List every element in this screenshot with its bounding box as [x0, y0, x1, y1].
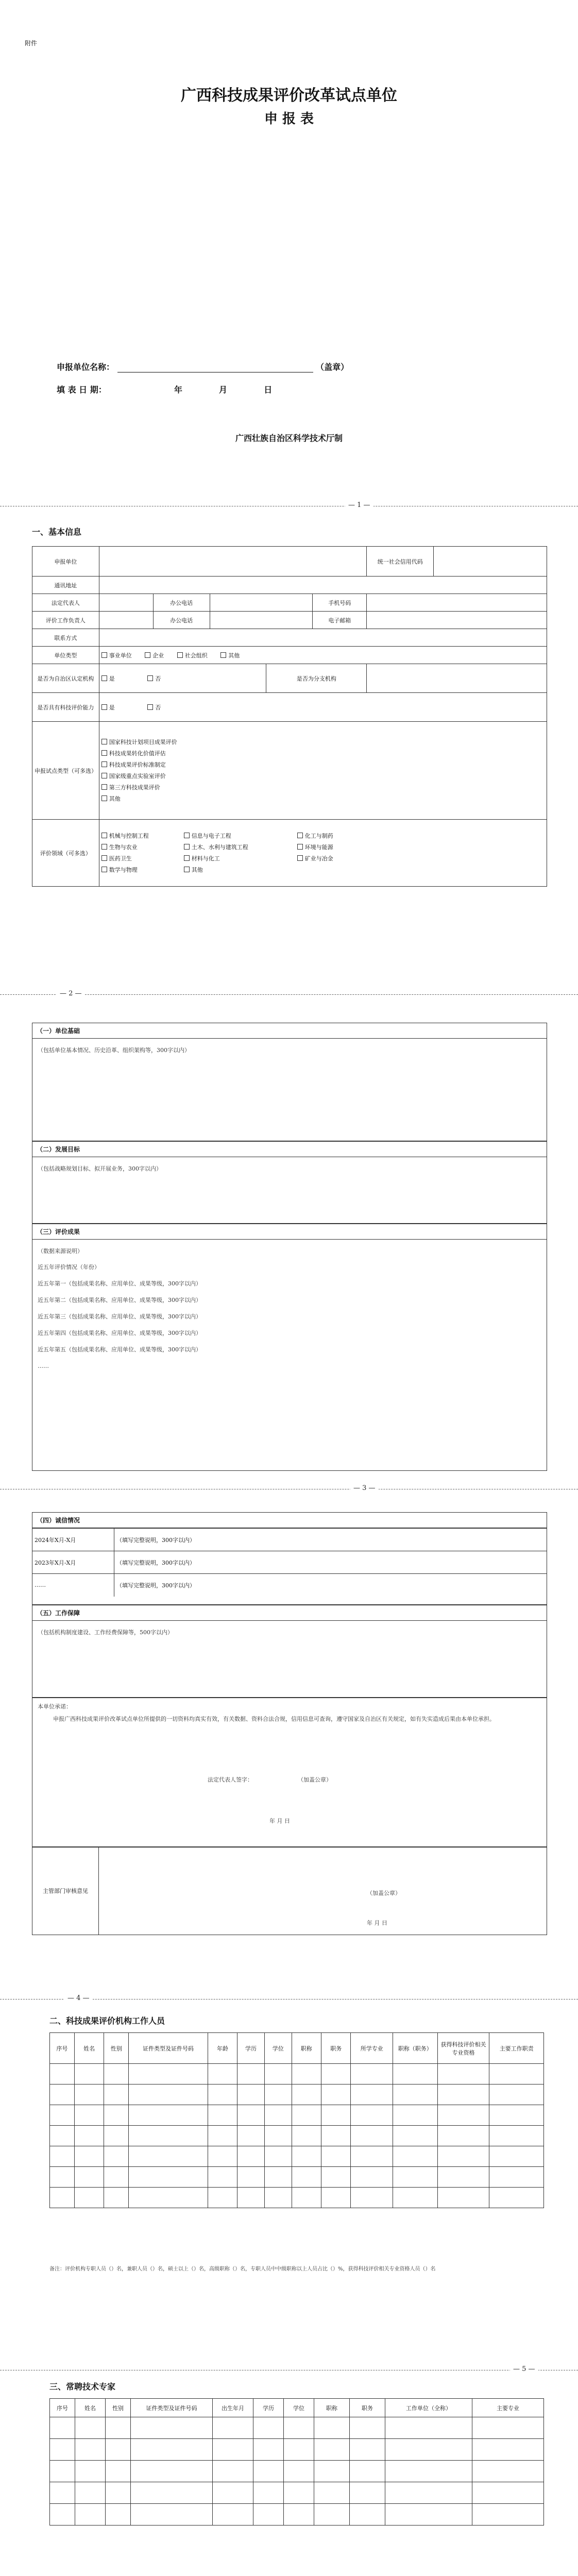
email-label: 电子邮箱 — [313, 612, 367, 629]
authority-seal: （加盖公章） — [367, 1890, 401, 1896]
table-header — [50, 2033, 544, 2064]
record-year: 2023年X月-X月 — [32, 1551, 114, 1574]
commitment-seal: （加盖公章） — [298, 1776, 332, 1783]
table-row[interactable] — [50, 2188, 544, 2208]
section-e-hint[interactable]: （包括机构制度建设、工作经费保障等，500字以内） — [38, 1629, 173, 1636]
record-year: …… — [32, 1574, 114, 1597]
col-header: 姓名 — [74, 2033, 104, 2064]
col-header: 主要专业 — [472, 2399, 544, 2417]
col-header: 性别 — [104, 2033, 129, 2064]
authority-table — [32, 1847, 547, 1935]
section-a-hint[interactable]: （包括单位基本情况、历史沿革、组织架构等，300字以内） — [38, 1047, 190, 1054]
yes-checkbox[interactable]: 是 — [101, 704, 115, 711]
page-mark-1: — 1 — — [345, 501, 373, 509]
section-e-title: （五）工作保障 — [32, 1605, 547, 1621]
section-b-title: （二）发展目标 — [32, 1142, 547, 1157]
table-row[interactable] — [50, 2417, 544, 2439]
no-checkbox[interactable]: 否 — [147, 704, 161, 711]
col-header: 证件类型及证件号码 — [129, 2033, 208, 2064]
list-item: 近五年第四（包括成果名称、应用单位、成果等级，300字以内） — [38, 1330, 201, 1336]
field-option[interactable]: 信息与电子工程 — [184, 831, 297, 842]
address-label: 通讯地址 — [32, 577, 99, 594]
commitment-signature — [208, 1775, 332, 1784]
section1-title: 一、基本信息 — [32, 527, 82, 537]
office-phone2-value[interactable] — [210, 612, 313, 629]
trial-option[interactable]: 其他 — [101, 793, 545, 805]
section-c-box — [32, 1224, 547, 1471]
record-hint[interactable]: （填写完整说明，300字以内） — [114, 1574, 547, 1597]
yes-checkbox[interactable]: 是 — [101, 675, 115, 682]
col-header: 主要工作职责 — [489, 2033, 544, 2064]
org-type-option[interactable]: 社会组织 — [177, 652, 208, 659]
public-service-label: 是否具有科技评价能力 — [32, 693, 99, 722]
eval-field-label: 评价领域（可多选） — [32, 820, 99, 887]
list-item: 近五年第一（包括成果名称、应用单位、成果等级，300字以内） — [38, 1280, 201, 1287]
section-c-title: （三）评价成果 — [32, 1224, 547, 1240]
table-row[interactable] — [50, 2146, 544, 2167]
commitment-text: 申报广西科技成果评价改革试点单位所提供的一切资料均真实有效，有关数据、资料合法合规，信用信息可查询，遵守国家及自治区有关规定，如有失实造成后果由本单位承担。 — [53, 1716, 495, 1722]
commitment-date: 年 月 日 — [269, 1818, 290, 1824]
date-year: 年 — [174, 385, 182, 395]
document-title: 广西科技成果评价改革试点单位 — [181, 87, 397, 105]
org-type-option[interactable]: 企业 — [145, 652, 164, 659]
attachment-label: 附件 — [25, 40, 38, 47]
col-header: 证件类型及证件号码 — [131, 2399, 213, 2417]
table-row[interactable] — [50, 2105, 544, 2126]
trial-type-options — [99, 722, 547, 820]
col-header: 获得科技评价相关专业资格 — [437, 2033, 489, 2064]
row-applicant-label: 申报单位 — [32, 547, 99, 577]
date-month: 月 — [219, 385, 228, 395]
established-options — [99, 664, 266, 693]
trial-type-label: 申报试点类型（可多选） — [32, 722, 99, 820]
seal-label: （盖章） — [316, 362, 349, 372]
list-item: 近五年第二（包括成果名称、应用单位、成果等级，300字以内） — [38, 1297, 201, 1303]
col-header: 工作单位（全称） — [385, 2399, 472, 2417]
table-row[interactable] — [50, 2439, 544, 2461]
eval-field-options — [99, 820, 547, 887]
trial-option[interactable]: 国家科技计划项目成果评价 — [101, 737, 545, 748]
office-phone-label: 办公电话 — [153, 594, 210, 612]
eval-head-value[interactable] — [99, 612, 153, 629]
col-header: 职称 — [292, 2033, 321, 2064]
col-header: 序号 — [50, 2033, 75, 2064]
authority-date: 年 月 日 — [367, 1920, 387, 1926]
staff-table — [49, 2032, 544, 2208]
field-option[interactable]: 其他 — [184, 865, 297, 876]
col-header: 学历 — [253, 2399, 284, 2417]
field-option[interactable]: 生物与农业 — [101, 842, 184, 853]
page-mark-4: — 4 — — [64, 1994, 93, 2002]
page-mark-2: — 2 — — [57, 990, 85, 997]
trial-option[interactable]: 第三方科技成果评价 — [101, 782, 545, 793]
list-item: 近五年第三（包括成果名称、应用单位、成果等级，300字以内） — [38, 1313, 201, 1320]
section-b-box — [32, 1141, 547, 1224]
col-header: 序号 — [50, 2399, 75, 2417]
col-header: 职务 — [321, 2033, 351, 2064]
email-value[interactable] — [367, 612, 547, 629]
applicant-label: 申报单位名称： — [57, 362, 115, 372]
section2-title: 二、科技成果评价机构工作人员 — [49, 2016, 165, 2026]
signature-label: 法定代表人签字： — [208, 1776, 253, 1783]
legal-rep-label: 法定代表人 — [32, 594, 99, 612]
record-year: 2024年X月-X月 — [32, 1529, 114, 1551]
branch-label: 是否为分支机构 — [266, 664, 367, 693]
col-header: 出生年月 — [213, 2399, 253, 2417]
section-d-title: （四）诚信情况 — [32, 1513, 547, 1528]
applicant-value[interactable] — [99, 547, 367, 577]
date-day: 日 — [264, 385, 273, 395]
contact-value[interactable] — [99, 629, 547, 647]
section-c-list — [32, 1259, 547, 1375]
col-header: 姓名 — [75, 2399, 106, 2417]
col-header: 职称 — [314, 2399, 350, 2417]
section-a-title: （一）单位基础 — [32, 1023, 547, 1039]
table-row[interactable] — [50, 2084, 544, 2105]
experts-table — [49, 2398, 544, 2526]
col-header: 学位 — [264, 2033, 292, 2064]
commitment-label: 本单位承诺： — [38, 1703, 72, 1710]
field-option[interactable]: 材料与化工 — [184, 853, 297, 865]
date-line — [57, 383, 272, 395]
credit-code-label: 统一社会信用代码 — [367, 547, 434, 577]
field-option[interactable]: 矿业与冶金 — [297, 853, 411, 865]
col-header: 职称（职务） — [393, 2033, 437, 2064]
page-mark-5: — 5 — — [510, 2365, 538, 2373]
field-option[interactable]: 机械与控制工程 — [101, 831, 184, 842]
record-hint[interactable]: （填写完整说明，300字以内） — [114, 1551, 547, 1574]
section-c-hint: （数据来源说明） — [38, 1248, 83, 1255]
commitment-box — [32, 1698, 547, 1847]
eval-head-label: 评价工作负责人 — [32, 612, 99, 629]
address-value[interactable] — [99, 577, 547, 594]
no-checkbox[interactable]: 否 — [147, 675, 161, 682]
table-row[interactable] — [50, 2504, 544, 2526]
date-label: 填 表 日 期： — [57, 385, 107, 395]
office-phone-value[interactable] — [210, 594, 313, 612]
legal-rep-value[interactable] — [99, 594, 153, 612]
table-row[interactable] — [50, 2167, 544, 2188]
table-row[interactable] — [50, 2126, 544, 2146]
org-type-option[interactable]: 事业单位 — [101, 652, 132, 659]
col-header: 学历 — [237, 2033, 265, 2064]
section-b-hint[interactable]: （包括战略规划目标、拟开展业务，300字以内） — [38, 1165, 162, 1172]
org-type-options — [99, 647, 547, 664]
mobile-label: 手机号码 — [313, 594, 367, 612]
page-mark-3: — 3 — — [350, 1484, 379, 1492]
established-label: 是否为自治区认定机构 — [32, 664, 99, 693]
org-type-label: 单位类型 — [32, 647, 99, 664]
office-phone2-label: 办公电话 — [153, 612, 210, 629]
table-row[interactable] — [50, 2461, 544, 2482]
table-header — [50, 2399, 544, 2417]
field-option[interactable]: 化工与制药 — [297, 831, 411, 842]
list-item: …… — [38, 1363, 49, 1369]
section-a-box — [32, 1023, 547, 1141]
trial-option[interactable]: 国家级重点实验室评价 — [101, 771, 545, 782]
section-d-table — [32, 1528, 547, 1597]
section3-title: 三、常聘技术专家 — [49, 2382, 116, 2392]
cover-issuer: 广西壮族自治区科学技术厅制 — [235, 433, 343, 443]
document-subtitle: 申 报 表 — [264, 111, 314, 127]
applicant-line — [57, 361, 349, 372]
applicant-blank[interactable] — [117, 364, 313, 372]
col-header: 学位 — [284, 2399, 314, 2417]
section-d-box — [32, 1512, 547, 1605]
org-type-option[interactable]: 其他 — [220, 652, 240, 659]
section2-note: 备注：评价机构专职人员（）名，兼职人员（）名，硕士以上（）名，高级职称（）名，专职人员中中级职称以上人员占比（）%，获得科技评价相关专业资格人员（）名 — [49, 2266, 436, 2272]
authority-label: 主管部门审核意见 — [32, 1848, 99, 1935]
basic-info-table — [32, 546, 547, 887]
field-option[interactable]: 医药卫生 — [101, 853, 184, 865]
table-row[interactable] — [50, 2482, 544, 2504]
record-hint[interactable]: （填写完整说明，300字以内） — [114, 1529, 547, 1551]
credit-code-value[interactable] — [434, 547, 547, 577]
field-option[interactable]: 土木、水利与建筑工程 — [184, 842, 297, 853]
col-header: 性别 — [106, 2399, 131, 2417]
authority-opinion[interactable] — [99, 1848, 547, 1935]
contact-label: 联系方式 — [32, 629, 99, 647]
col-header: 所学专业 — [351, 2033, 393, 2064]
col-header: 职务 — [350, 2399, 385, 2417]
list-item: 近五年第五（包括成果名称、应用单位、成果等级，300字以内） — [38, 1346, 201, 1353]
mobile-value[interactable] — [367, 594, 547, 612]
public-service-options — [99, 693, 547, 722]
trial-option[interactable]: 科技成果转化价值评估 — [101, 748, 545, 759]
list-item: 近五年评价情况（年份） — [38, 1264, 100, 1270]
field-option[interactable]: 数学与物理 — [101, 865, 184, 876]
branch-value[interactable] — [367, 664, 547, 693]
section-e-box — [32, 1605, 547, 1698]
trial-option[interactable]: 科技成果评价标准制定 — [101, 759, 545, 771]
field-option[interactable]: 环境与能源 — [297, 842, 411, 853]
table-row[interactable] — [50, 2064, 544, 2084]
col-header: 年龄 — [208, 2033, 237, 2064]
